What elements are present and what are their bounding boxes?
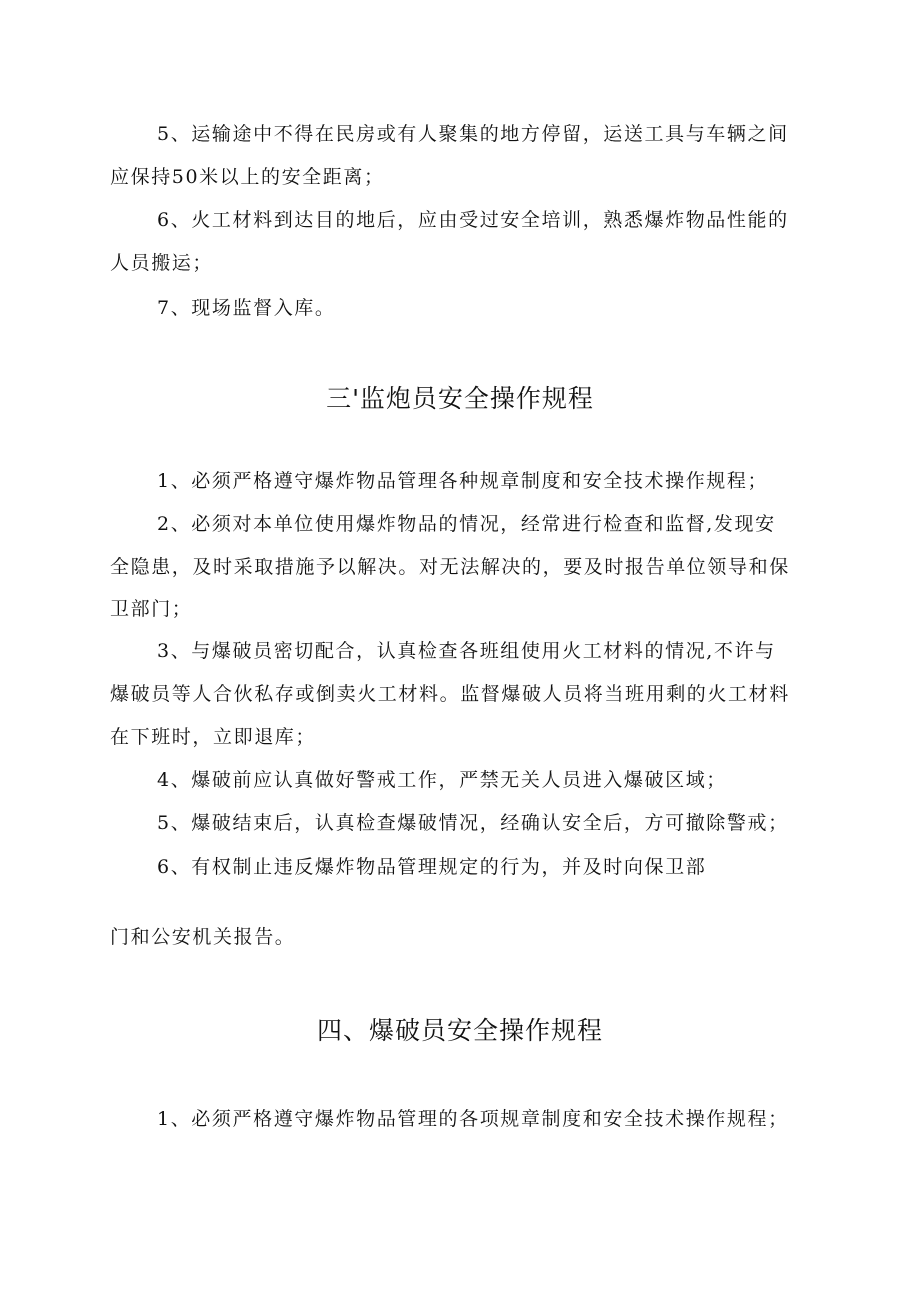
paragraph-line: 1、必须严格遵守爆炸物品管理的各项规章制度和安全技术操作规程；: [157, 1108, 789, 1130]
paragraph-line: 门和公安机关报告。: [110, 926, 296, 948]
paragraph-line: 2、必须对本单位使用爆炸物品的情况，经常进行检查和监督,发现安: [157, 513, 776, 535]
paragraph-line: 卫部门；: [110, 598, 193, 620]
paragraph-line: 在下班时，立即退库；: [110, 726, 317, 748]
paragraph-line: 3、与爆破员密切配合，认真检查各班组使用火工材料的情况,不许与: [157, 640, 776, 662]
paragraph-line: 5、运输途中不得在民房或有人聚集的地方停留，运送工具与车辆之间: [157, 123, 789, 145]
section-heading-3: 三'监炮员安全操作规程: [326, 384, 594, 413]
paragraph-line: 人员搬运；: [110, 252, 214, 274]
paragraph-line: 6、火工材料到达目的地后，应由受过安全培训，熟悉爆炸物品性能的: [157, 209, 789, 231]
paragraph-line: 1、必须严格遵守爆炸物品管理各种规章制度和安全技术操作规程；: [157, 470, 769, 492]
paragraph-line: 6、有权制止违反爆炸物品管理规定的行为，并及时向保卫部: [157, 856, 707, 878]
paragraph-line: 全隐患，及时采取措施予以解决。对无法解决的，要及时报告单位领导和保: [110, 556, 790, 578]
paragraph-line: 爆破员等人合伙私存或倒卖火工材料。监督爆破人员将当班用剩的火工材料: [110, 683, 790, 705]
paragraph-line: 5、爆破结束后，认真检查爆破情况，经确认安全后，方可撤除警戒；: [157, 812, 789, 834]
paragraph-line: 4、爆破前应认真做好警戒工作，严禁无关人员进入爆破区域；: [157, 769, 727, 791]
section-heading-4: 四、爆破员安全操作规程: [316, 1016, 603, 1045]
paragraph-line: 7、现场监督入库。: [157, 297, 336, 319]
paragraph-line: 应保持50米以上的安全距离；: [110, 166, 385, 188]
